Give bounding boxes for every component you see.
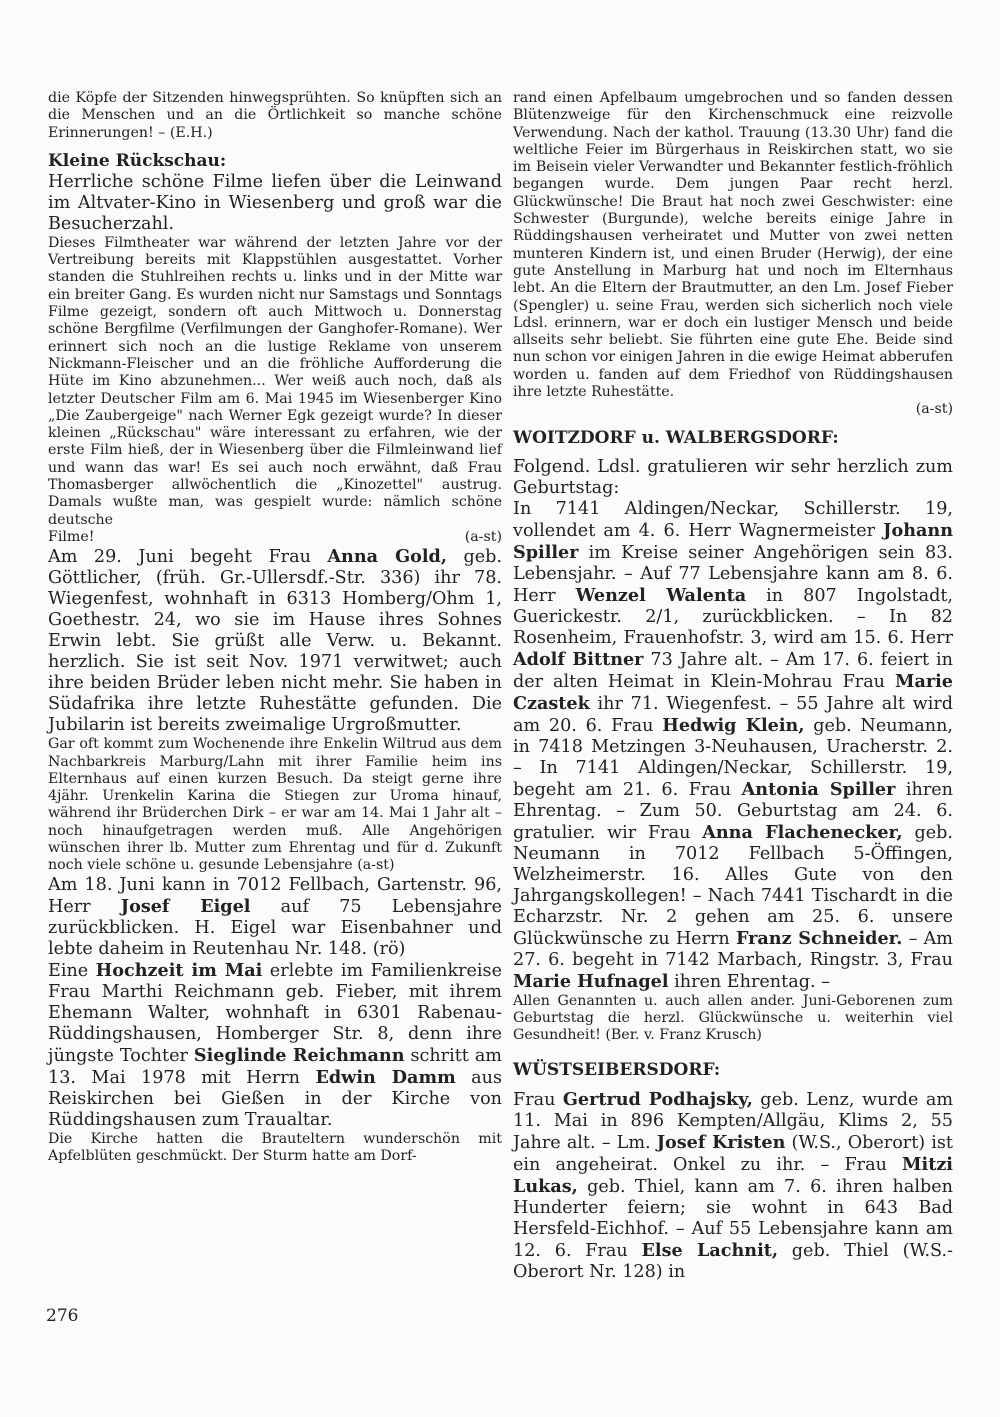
text: erlebte im Familienkreise Frau Marthi Reichmann geb. Fieber, mit ihrem Ehemann Walter, wohnhaft in 6301 Rabenau-Rüddingshausen, Homberger Str. 8, denn ihre jüngste Tochter [48,960,502,1066]
rueckschau-last-word: Filme! [48,528,95,545]
person-name: Marie Hufnagel [513,970,669,992]
text: Am 29. Juni begeht Frau [48,547,328,568]
person-name: Wenzel Walenta [575,584,747,606]
person-name: Mitzi Lukas, [513,1153,953,1197]
text: – Am 27. 6. begeht in 7142 Marbach, Ringstr. 3, Frau [513,928,953,970]
section-heading-woitzdorf: WOITZDORF u. WALBERGSDORF: [513,427,839,448]
birthday-closing: Allen Genannten u. auch allen ander. Juni-Geborenen zum Geburtstag die herzl. Glückwünsche u. weiterhin viel Gesundheit! (Ber. v. Franz Krusch) [513,992,953,1044]
text: geb. Neumann in 7012 Fellbach 5-Öffingen, Welzheimerstr. 16. Alles Gute von den Jahrgangskollegen! – Nach 7441 Tischardt in die Echarzstr. Nr. 2 gehen am 25. 6. unsere Glückwünsche zu Herrn [513,822,953,949]
text: in 807 Ingolstadt, Guerickestr. 2/1, zurückblicken. – In 82 Rosenheim, Frauenhofstr. 3, wird am 15. 6. Herr [513,585,953,648]
text: In 7141 Aldingen/Neckar, Schillerstr. 19, vollendet am 4. 6. Herr Wagnermeister [513,498,953,541]
text: ihren Ehrentag. – [668,971,830,992]
person-name: Johann Spiller [513,519,953,563]
wedding-continuation: rand einen Apfelbaum umgebrochen und so fanden dessen Blütenzweige für den Kirchenschmuck eine reizvolle Verwendung. Nach der kathol. Trauung (13.30 Uhr) fand die weltliche Feier im Bürgerhaus in Reiskirchen statt, wo sie im Beisein vieler Verwandter und Bekannter festlich-fröhlich begangen wurde. Dem jungen Paar recht herzl. Glückwünsche! Die Braut hat noch zwei Geschwister: eine Schwester (Burgunde), welche bereits einige Jahre in Rüddingshausen verheiratet und Mutter von zwei netten munteren Kindern ist, und einen Bruder (Herwig), der eine gute Anstellung in Marburg hat und noch im Elternhaus lebt. An die Eltern der Brautmutter, an den Lm. Josef Fieber (Spengler) u. seine Frau, werden sich sicherlich noch viele Ldsl. erinnern, war er doch ein lustiger Mensch und beide allseits sehr beliebt. Sie führten eine gute Ehe. Beide sind nun schon vor einigen Jahren in die ewige Heimat abberufen worden u. fanden auf dem Friedhof von Rüddingshausen ihre letzte Ruhestätte. [513,90,953,401]
text: geb. Lenz, wurde am 11. Mai in 896 Kempten/Allgäu, Klims 2, 55 Jahre alt. – Lm. [513,1089,953,1153]
article-wedding-detail: Die Kirche hatten die Brauteltern wunderschön mit Apfelblüten geschmückt. Der Sturm hatte am Dorf- [48,1130,502,1164]
text: auf 75 Lebensjahre zurückblicken. H. Eigel war Eisenbahner und lebte daheim in Reutenhau Nr. 148. (rö) [48,896,502,959]
person-name: Anna Flachenecker, [702,821,903,843]
text: (W.S., Oberort) ist ein angeheirat. Onkel zu ihr. – Frau [513,1132,953,1175]
article-anna-gold-detail: Gar oft kommt zum Wochenende ihre Enkelin Wiltrud aus dem Nachbarkreis Marburg/Lahn mit ihrer Familie heim ins Elternhaus auf einen kurzen Besuch. Da steigt gerne ihre 4jähr. Urenkelin Karina die Stiegen zur Uroma hinauf, während ihr Brüderchen Dirk – er war am 14. Mai 1 Jahr alt – noch hinaufgetragen werden muß. Alle Angehörigen wünschen ihrer lb. Mutter zum Ehrentag und für d. Zukunft noch viele schöne u. gesunde Lebensjahre (a-st) [48,736,502,874]
text: im Kreise seiner Angehörigen sein 83. Lebensjahr. – Auf 77 Lebensjahre kann am 8. 6. Herr [513,542,953,606]
text: Am 18. Juni kann in 7012 Fellbach, Gartenstr. 96, Herr [48,874,502,917]
person-name: Gertrud Podhajsky, [562,1088,753,1110]
text: aus Reiskirchen bei Gießen in der Kirche von Rüddingshausen zum Traualtar. [48,1067,502,1130]
article-wedding [48,960,502,1131]
person-name: Adolf Bittner [513,648,644,670]
left-column [48,90,502,1165]
intro-paragraph: die Köpfe der Sitzenden hinwegsprühten. So knüpften sich an die Menschen und an die Örtlichkeit so manche schöne Erinnerungen! – (E.H.) [48,90,502,141]
person-name: Anna Gold, [327,546,447,568]
text: ihren Ehrentag. – Zum 50. Geburtstag am 24. 6. gratulier. wir Frau [513,779,953,843]
text: geb. Thiel (W.S.-Oberort Nr. 128) in [513,1240,954,1282]
rueckschau-lead: Herrliche schöne Filme liefen über die Leinwand im Altvater-Kino in Wiesenberg und groß war die Besucherzahl. [48,171,502,234]
person-name: Franz Schneider. [735,927,903,949]
text: geb. Neumann, in 7418 Metzingen 3-Neuhausen, Uracherstr. 2. – In 7141 Aldingen/Neckar, Schillerstr. 19, begeht am 21. 6. Frau [513,715,953,800]
text: geb. Thiel, kann am 7. 6. ihren halben Hunderter feiern; sie wohnt in 643 Bad Hersfeld-Eichhof. – Auf 55 Lebensjahre kann am 12. 6. Frau [513,1176,953,1261]
person-name: Edwin Damm [315,1066,456,1088]
section-heading-wuestseibersdorf: WÜSTSEIBERSDORF: [513,1059,721,1080]
text: Eine [48,960,96,981]
birthday-list [513,499,953,993]
text: schritt am 13. Mai 1978 mit Herrn [48,1045,502,1088]
birthday-intro: Folgend. Ldsl. gratulieren wir sehr herzlich zum Geburtstag: [513,456,953,498]
person-name: Marie Czastek [513,670,953,714]
text: geb. Göttlicher, (früh. Gr.-Ullersdf.-Str. 336) ihr 78. Wiegenfest, wohnhaft in 6313 Homberg/Ohm 1, Goethestr. 24, wo sie im Hause ihres Sohnes Erwin lebt. Sie grüßt alle Verw. u. Bekannt. herzlich. Sie ist seit Nov. 1971 verwitwet; auch ihre beiden Brüder leben nicht mehr. Sie haben in Südafrika ihre letzte Ruhestätte gefunden. Die Jubilarin ist bereits zweimalige Urgroßmutter. [48,547,502,736]
person-name: Josef Kristen [656,1131,786,1153]
rueckschau-end [48,529,502,546]
rueckschau-body: Dieses Filmtheater war während der letzten Jahre vor der Vertreibung bereits mit Klappstühlen ausgestattet. Vorher standen die Stuhlreihen rechts u. links und in der Mitte war ein breiter Gang. Es wurden nicht nur Samstags und Sonntags Filme gezeigt, sondern oft auch Mittwoch u. Donnerstag schöne Bergfilme (Verfilmungen der Ganghofer-Romane). Wer erinnert sich noch an die lustige Reklame von unserem Nickmann-Fleischer und an die fröhliche Aufforderung die Hüte im Kino abzunehmen... Wer weiß auch noch, daß als letzter Deutscher Film am 6. Mai 1945 im Wiesenberger Kino „Die Zaubergeige" nach Werner Egk gezeigt wurde? In dieser kleinen „Rückschau" wäre interessant zu erfahren, wie der erste Film hieß, der in Wiesenberg über die Filmleinwand lief und wann das war! Es sei auch noch erwähnt, daß Frau Thomasberger allwöchentlich die „Kinozettel" austrug. Damals wußte man, was gespielt wurde: nämlich schöne deutsche [48,234,502,528]
signature: (a-st) [464,528,502,545]
wuestseibersdorf-text [513,1089,953,1283]
person-name: Hedwig Klein, [662,714,805,736]
text: 73 Jahre alt. – Am 17. 6. feiert in der alten Heimat in Klein-Mohrau Frau [513,649,953,692]
person-name: Antonia Spiller [741,778,896,800]
article-josef-eigel [48,875,502,960]
signature: (a-st) [915,401,953,418]
person-name: Sieglinde Reichmann [193,1044,405,1066]
text: Frau [513,1089,563,1110]
text: ihr 71. Wiegenfest. – 55 Jahre alt wird am 20. 6. Frau [513,693,953,736]
section-heading-kleine-rueckschau: Kleine Rückschau: [48,150,227,171]
person-name: Josef Eigel [120,895,251,917]
person-name: Else Lachnit, [641,1239,779,1261]
right-column [513,90,953,1283]
page-number: 276 [46,1306,79,1326]
bold-text: Hochzeit im Mai [95,959,263,981]
article-anna-gold [48,546,502,736]
